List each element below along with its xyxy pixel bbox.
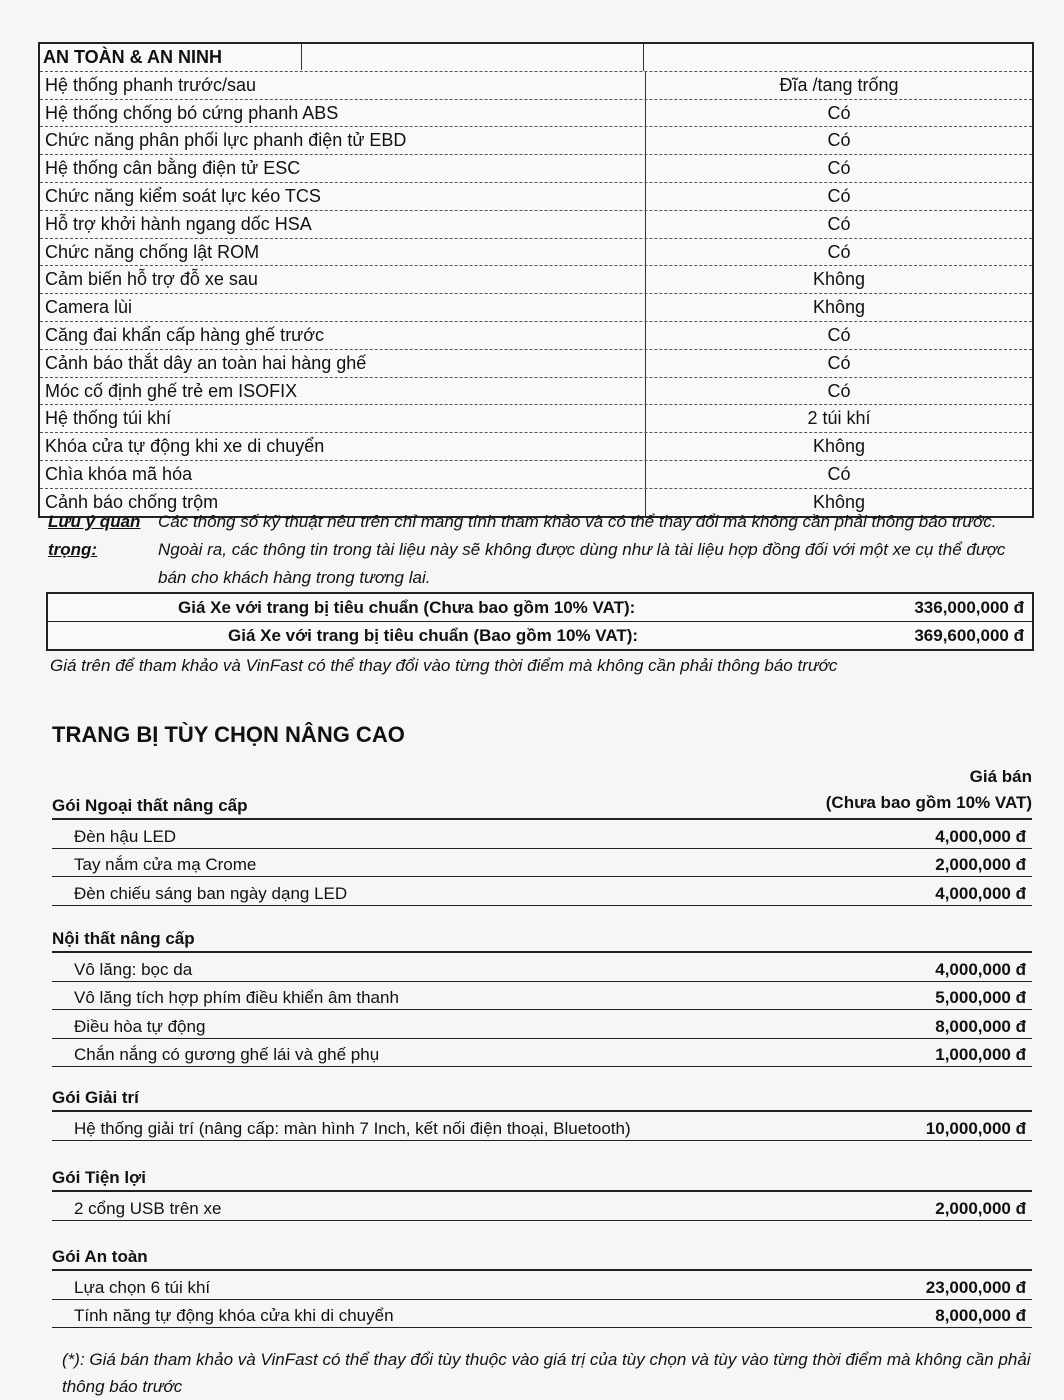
spec-value: Có [827,380,851,401]
spec-label: Căng đai khẩn cấp hàng ghế trước [40,322,646,349]
group-title: Gói Ngoại thất nâng cấp [52,794,1032,820]
group-title: Gói Tiện lợi [52,1166,1032,1192]
spec-label: Hệ thống cân bằng điện tử ESC [40,155,646,182]
spec-row [40,433,1032,461]
option-name: Lựa chọn 6 túi khí [74,1277,211,1297]
option-row [52,953,1032,982]
spec-label: Móc cố định ghế trẻ em ISOFIX [40,378,646,405]
price-label: Giá Xe với trang bị tiêu chuẩn (Bao gồm 10% VAT): [228,625,639,645]
option-row [52,1010,1032,1039]
price-label: Giá Xe với trang bị tiêu chuẩn (Chưa bao gồm 10% VAT): [178,597,636,617]
footnote: (*): Giá bán tham khảo và VinFast có thể thay đổi tùy thuộc vào giá trị của tùy chọn và tùy vào từng thời điểm mà không cần phải thông báo trước [62,1350,1031,1396]
col-head-line1: Giá bán [969,767,1032,786]
option-price: 5,000,000 đ [935,988,1026,1007]
option-name: Đèn hậu LED [74,826,177,846]
important-note [48,508,1028,592]
spec-label: Cảnh báo thắt dây an toàn hai hàng ghế [40,350,646,377]
spec-value: Có [827,324,851,345]
price-value: 369,600,000 đ [914,625,1024,645]
option-group-convenience [52,1166,1032,1221]
spec-value: Không [812,491,866,512]
spec-label: Hệ thống túi khí [40,405,646,432]
note-label: Lưu ý quan trọng: [48,512,141,559]
spec-row [40,266,1032,294]
spec-label: Khóa cửa tự động khi xe di chuyển [40,433,646,460]
spec-label: Hỗ trợ khởi hành ngang dốc HSA [40,211,646,238]
spec-value: Không [812,436,866,457]
spec-label: Chìa khóa mã hóa [40,461,646,488]
option-name: Vô lăng tích hợp phím điều khiển âm thanh [74,988,399,1007]
option-name: Hệ thống giải trí (nâng cấp: màn hình 7 Inch, kết nối điện thoại, Bluetooth) [74,1118,631,1138]
option-group-entertainment [52,1086,1032,1141]
spec-row [40,155,1032,183]
spec-label: Chức năng kiểm soát lực kéo TCS [40,183,646,210]
spec-row [40,378,1032,406]
price-value: 336,000,000 đ [914,597,1024,617]
option-price: 2,000,000 đ [935,1198,1026,1218]
spec-row [40,405,1032,433]
option-price: 1,000,000 đ [935,1045,1026,1064]
spec-label: Cảm biến hỗ trợ đỗ xe sau [40,266,646,293]
spec-header-label: AN TOÀN & AN NINH [43,44,302,70]
spec-row [40,294,1032,322]
spec-value: Có [827,213,851,234]
option-name: Tay nắm cửa mạ Crome [74,855,257,874]
option-row [52,820,1032,849]
price-row-excl-vat [48,594,1032,621]
option-price: 23,000,000 đ [925,1277,1026,1297]
option-name: Tính năng tự động khóa cửa khi di chuyển [74,1306,394,1325]
col-head-line2: (Chưa bao gồm 10% VAT) [825,793,1032,812]
spec-row [40,127,1032,155]
spec-value: Đĩa /tang trống [779,74,899,95]
option-group-exterior [52,794,1032,906]
option-price: 4,000,000 đ [935,959,1026,979]
price-row-incl-vat [48,621,1032,649]
note-text: Các thông số kỹ thuật nêu trên chỉ mang tính tham khảo và có thể thay đổi mà không cần phải thông báo trước. Ngoài ra, các thông tin trong tài liệu này sẽ không được dùng như là tài liệu hợp đồng đối với một xe cụ thể được bán cho khách hàng trong tương lai. [158,512,1006,587]
spec-row [40,72,1032,100]
option-row [52,849,1032,878]
spec-row [40,183,1032,211]
spec-row [40,211,1032,239]
option-price: 2,000,000 đ [935,855,1026,874]
spec-value: Có [827,185,851,206]
spec-row [40,322,1032,350]
option-group-safety [52,1245,1032,1328]
spec-value: Có [827,158,851,179]
spec-row [40,461,1032,489]
spec-label: Chức năng phân phối lực phanh điện tử EBD [40,127,646,154]
section-title: TRANG BỊ TÙY CHỌN NÂNG CAO [52,722,405,747]
spec-label: Hệ thống chống bó cứng phanh ABS [40,100,646,127]
spec-value: Có [827,241,851,262]
option-row [52,982,1032,1011]
spec-label: Cảnh báo chống trộm [40,489,646,516]
safety-spec-table [38,42,1034,518]
spec-row [40,239,1032,267]
group-title: Nội thất nâng cấp [52,927,1032,953]
option-price: 10,000,000 đ [925,1118,1026,1138]
option-name: 2 cổng USB trên xe [74,1198,222,1218]
option-group-interior [52,927,1032,1067]
group-title: Gói An toàn [52,1245,1032,1271]
option-price: 4,000,000 đ [935,883,1026,903]
spec-table-header [40,44,1032,72]
option-price: 8,000,000 đ [935,1016,1026,1036]
base-price-box [46,592,1034,651]
option-name: Chắn nắng có gương ghế lái và ghế phụ [74,1045,380,1064]
spec-value: 2 túi khí [807,408,871,429]
spec-label: Hệ thống phanh trước/sau [40,72,646,99]
spec-value: Không [812,297,866,318]
option-name: Đèn chiếu sáng ban ngày dạng LED [74,883,348,903]
spec-value: Có [827,130,851,151]
spec-value: Không [812,269,866,290]
spec-label: Camera lùi [40,294,646,321]
option-row [52,1271,1032,1300]
option-row [52,1039,1032,1068]
option-row [52,1300,1032,1329]
spec-row [40,100,1032,128]
option-price: 4,000,000 đ [935,826,1026,846]
spec-value: Có [827,102,851,123]
option-name: Điều hòa tự động [74,1016,206,1036]
option-name: Vô lăng: bọc da [74,959,193,979]
price-note: Giá trên để tham khảo và VinFast có thể thay đổi vào từng thời điểm mà không cần phải thông báo trước [50,656,838,675]
group-title: Gói Giải trí [52,1086,1032,1112]
option-price: 8,000,000 đ [935,1306,1026,1325]
spec-row [40,350,1032,378]
option-row [52,1112,1032,1141]
option-row [52,877,1032,906]
spec-label: Chức năng chống lật ROM [40,239,646,266]
spec-value: Có [827,463,851,484]
spec-value: Có [827,352,851,373]
option-row [52,1192,1032,1221]
